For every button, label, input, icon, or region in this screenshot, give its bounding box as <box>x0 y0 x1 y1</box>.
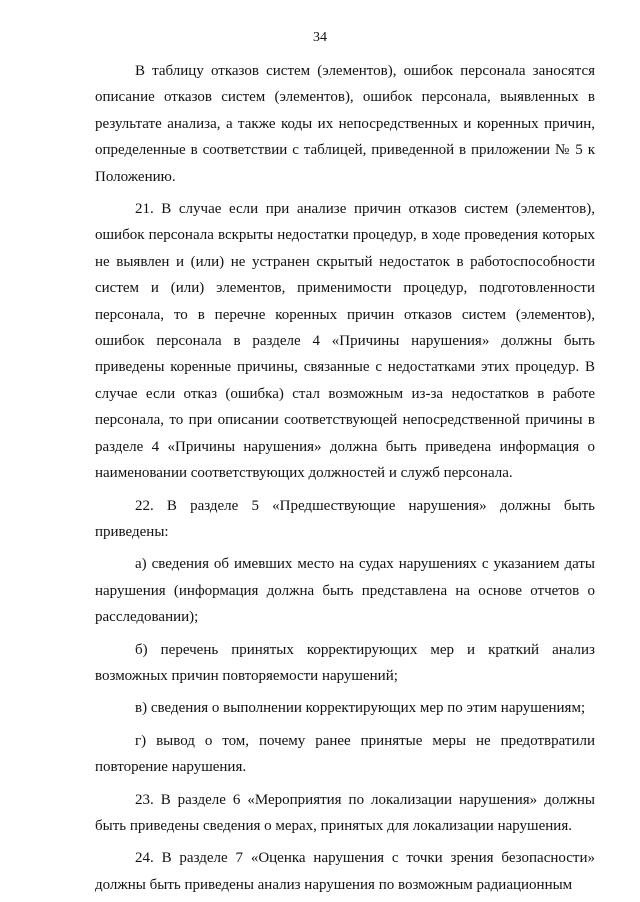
paragraph-22: 22. В разделе 5 «Предшествующие нарушения» должны быть приведены: <box>95 497 595 540</box>
paragraph-24: 24. В разделе 7 «Оценка нарушения с точки зрения безопасности» должны быть приведены анализ нарушения по возможным радиационным <box>95 850 595 893</box>
page-number: 34 <box>313 30 327 45</box>
paragraph-table-of-failures: В таблицу отказов систем (элементов), ошибок персонала заносятся описание отказов систем (элементов), ошибок персонала, выявленных в результате анализа, а также коды их непосредственных и коренных причин, определенные в соответствии с таблицей, приведенной в приложении № 5 к Положению. <box>95 63 595 185</box>
paragraph-23: 23. В разделе 6 «Мероприятия по локализации нарушения» должны быть приведены сведения о мерах, принятых для локализации нарушения. <box>95 791 595 834</box>
list-item-b: б) перечень принятых корректирующих мер и краткий анализ возможных причин повторяемости нарушений; <box>95 641 595 684</box>
list-item-g: г) вывод о том, почему ранее принятые меры не предотвратили повторение нарушения. <box>95 732 595 776</box>
document-body <box>95 58 595 898</box>
paragraph-21: 21. В случае если при анализе причин отказов систем (элементов), ошибок персонала вскрыты недостатки процедур, в ходе проведения которых не выявлен и (или) не устранен скрытый недостаток в работоспособности систем и (или) элементов, применимости процедур, подготовленности персонала, то в перечне коренных причин отказов систем (элементов), ошибок персонала в разделе 4 «Причины нарушения» должны быть приведены коренные причины, связанные с недостатками этих процедур. В случае если отказ (ошибка) стал возможным из-за недостатков в работе персонала, то при описании соответствующей непосредственной причины в разделе 4 «Причины нарушения» должна быть приведена информация о наименовании соответствующих должностей и служб персонала. <box>95 201 595 482</box>
list-item-a: а) сведения об имевших место на судах нарушениях с указанием даты нарушения (информация должна быть представлена на основе отчетов о расследовании); <box>95 556 595 626</box>
list-item-v: в) сведения о выполнении корректирующих мер по этим нарушениям; <box>135 700 586 717</box>
